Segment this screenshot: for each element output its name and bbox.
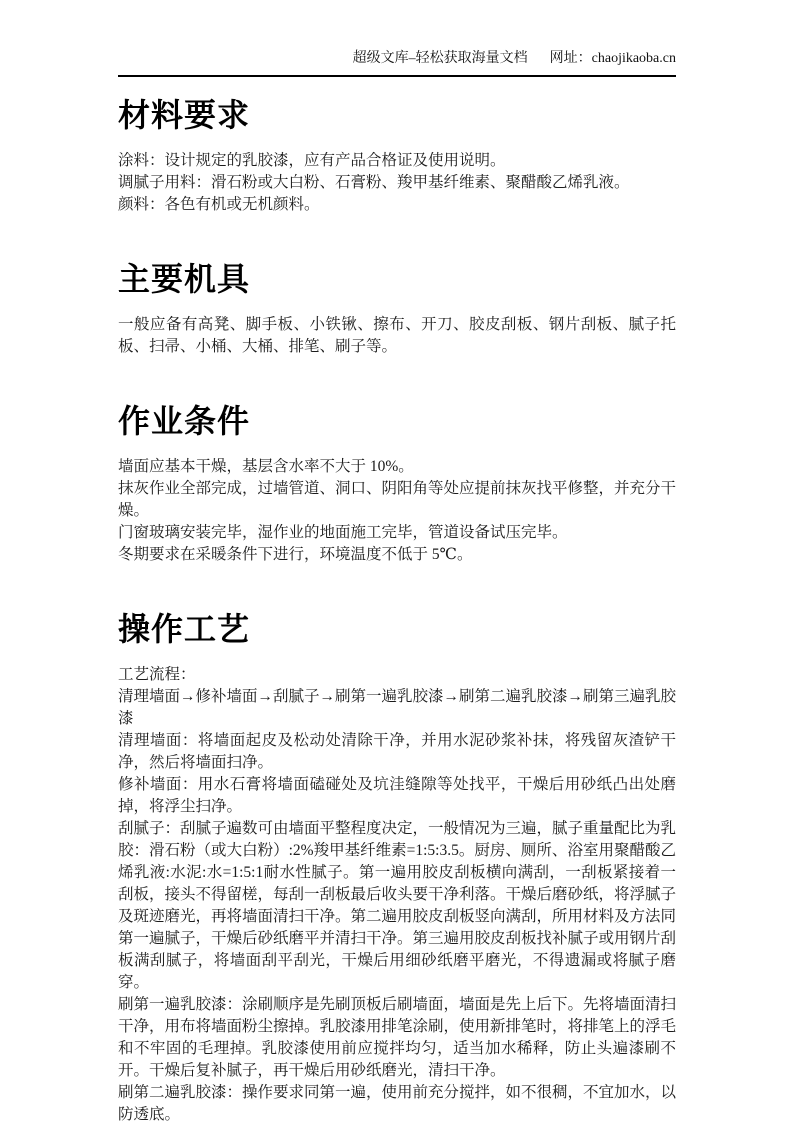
paragraph: 清理墙面→修补墙面→刮腻子→刷第一遍乳胶漆→刷第二遍乳胶漆→刷第三遍乳胶漆 [118, 688, 677, 727]
header-tagline: 超级文库–轻松获取海量文档 [352, 51, 528, 66]
paragraph: 抹灰作业全部完成，过墙管道、洞口、阴阳角等处应提前抹灰找平修整，并充分干燥。 [118, 480, 677, 519]
paragraph: 修补墙面：用水石膏将墙面磕碰处及坑洼缝隙等处找平，干燥后用砂纸凸出处磨掉，将浮尘扫净。 [118, 776, 676, 815]
paragraph: 工艺流程： [118, 666, 196, 683]
section-working-conditions [118, 402, 676, 566]
section-title: 材料要求 [118, 97, 251, 133]
paragraph: 门窗玻璃安装完毕，湿作业的地面施工完毕，管道设备试压完毕。 [118, 524, 568, 541]
paragraph: 一般应备有高凳、脚手板、小铁锹、擦布、开刀、胶皮刮板、钢片刮板、腻子托板、扫帚、小桶、大桶、排笔、刷子等。 [118, 316, 676, 355]
section-material-requirements [118, 96, 676, 216]
paragraph: 颜料：各色有机或无机颜料。 [118, 196, 320, 213]
section-body [118, 456, 676, 566]
paragraph: 冬期要求在采暖条件下进行，环境温度不低于 5℃。 [118, 546, 473, 563]
paragraph: 清理墙面：将墙面起皮及松动处清除干净，并用水泥砂浆补抹，将残留灰渣铲干净，然后将墙面扫净。 [118, 732, 676, 771]
paragraph: 刷第二遍乳胶漆：操作要求同第一遍，使用前充分搅拌，如不很稠，不宜加水，以防透底。 [118, 1084, 677, 1122]
paragraph: 刮腻子：刮腻子遍数可由墙面平整程度决定，一般情况为三遍，腻子重量配比为乳胶：滑石粉（或大白粉）:2%羧甲基纤维素=1:5:3.5。厨房、厕所、浴室用聚醋酸乙烯乳液:水泥:水=1:5:1耐水性腻子。第一遍用胶皮刮板横向满刮，一刮板紧接着一刮板，接头不得留槎，每刮一刮板最后收头要干净利落。干燥后磨砂纸，将浮腻子及斑迹磨光，再将墙面清扫干净。第二遍用胶皮刮板竖向满刮，所用材料及方法同第一遍腻子，干燥后砂纸磨平并清扫干净。第三遍用胶皮刮板找补腻子或用钢片刮板满刮腻子，将墙面刮平刮光，干燥后用细砂纸磨平磨光，不得遗漏或将腻子磨穿。 [118, 820, 677, 991]
section-title: 作业条件 [118, 403, 251, 439]
header-url-label: 网址： [549, 51, 592, 66]
section-body [118, 150, 676, 216]
paragraph: 涂料：设计规定的乳胶漆，应有产品合格证及使用说明。 [118, 152, 506, 169]
paragraph: 刷第一遍乳胶漆：涂刷顺序是先刷顶板后刷墙面，墙面是先上后下。先将墙面清扫干净，用布将墙面粉尘擦掉。乳胶漆用排笔涂刷，使用新排笔时，将排笔上的浮毛和不牢固的毛理掉。乳胶漆使用前应搅拌均匀，适当加水稀释，防止头遍漆刷不开。干燥后复补腻子，再干燥后用砂纸磨光，清扫干净。 [118, 996, 677, 1079]
header-url: chaojikaoba.cn [591, 51, 676, 66]
section-main-tools [118, 260, 676, 358]
section-operation-process [118, 610, 676, 1122]
paragraph: 墙面应基本干燥，基层含水率不大于 10%。 [118, 458, 414, 475]
section-body [118, 664, 676, 1122]
section-title: 操作工艺 [118, 611, 251, 647]
paragraph: 调腻子用料：滑石粉或大白粉、石膏粉、羧甲基纤维素、聚醋酸乙烯乳液。 [118, 174, 630, 191]
section-body [118, 314, 676, 358]
page-header [118, 50, 676, 77]
section-title: 主要机具 [118, 261, 251, 297]
